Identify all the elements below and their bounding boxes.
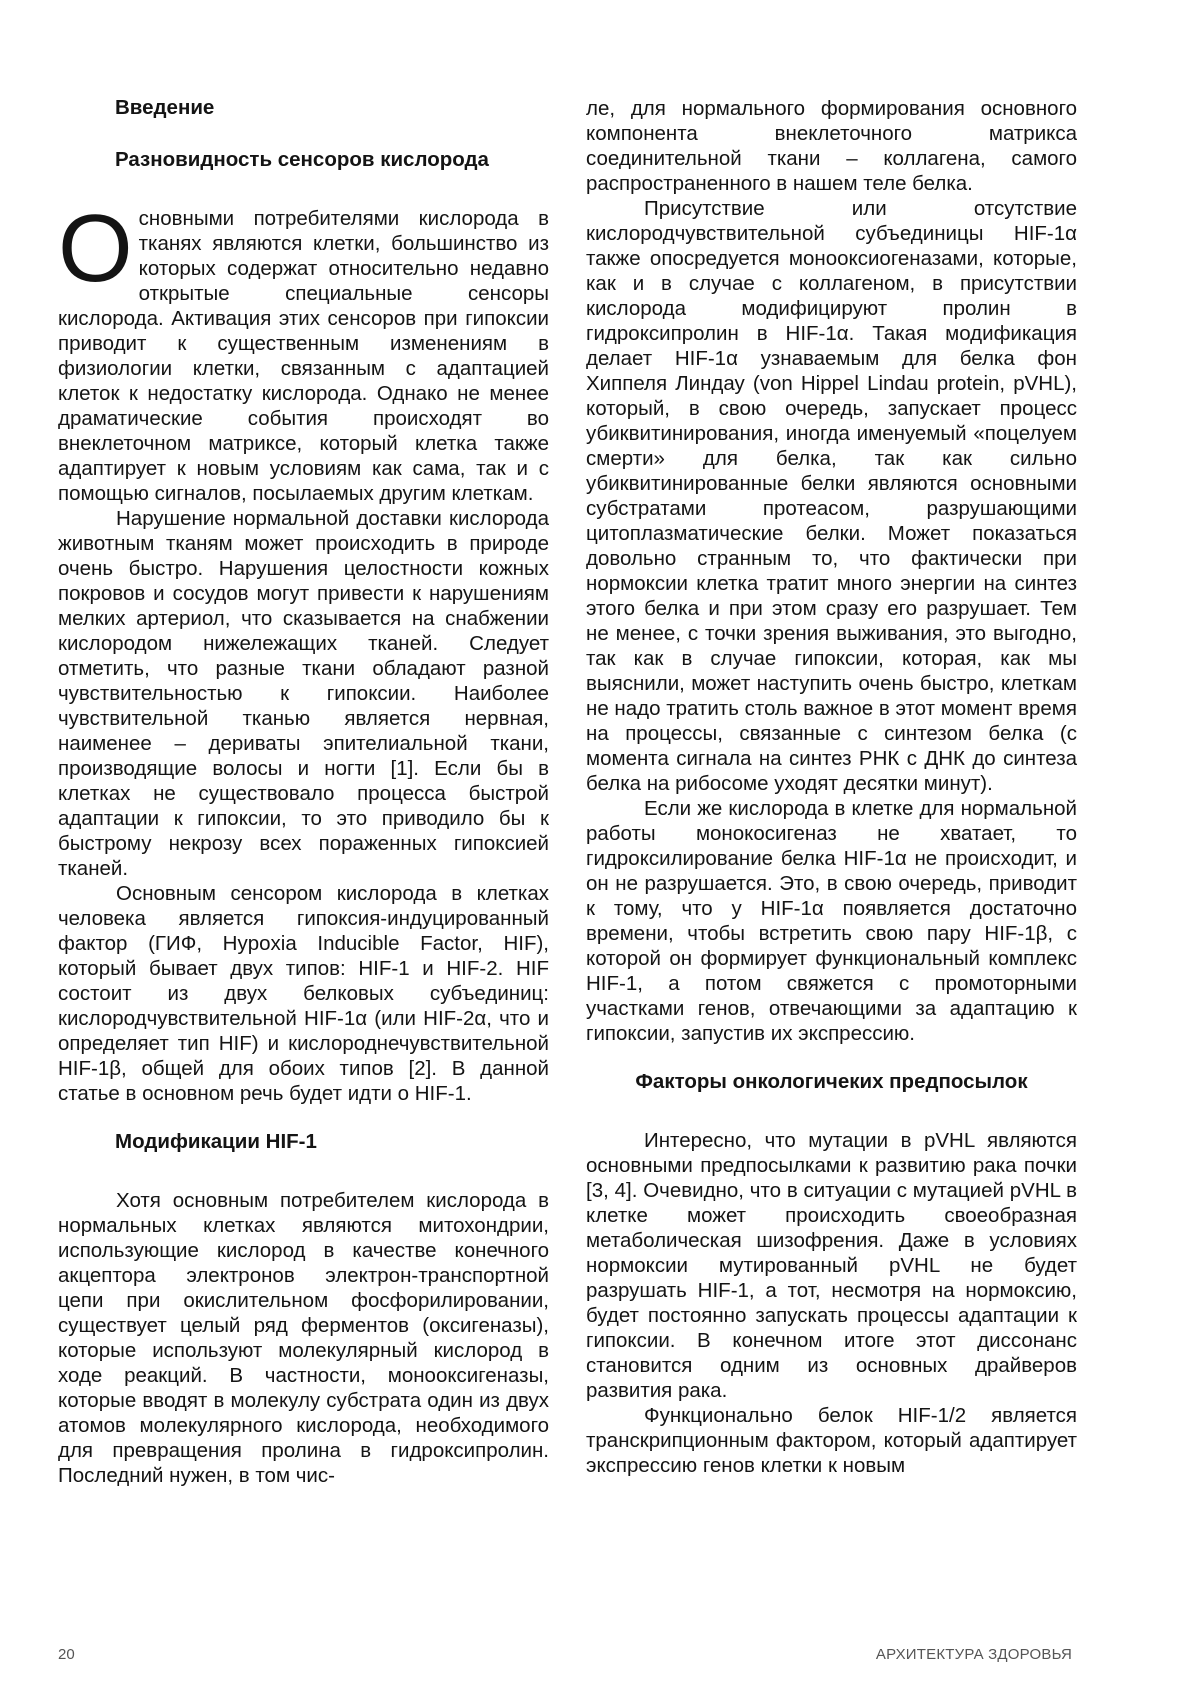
subsection-heading-sensors: Разновидность сенсоров кислорода [115,148,489,171]
paragraph-pvhl-mutations: Интересно, что мутации в pVHL являются основными предпосылками к развитию рака почки [3, 4]. Очевидно, что в ситуации с мутацией pVHL в клетке может происходить своеобразная метаболическая шизофрения. Даже в условиях нормоксии мутированный pVHL не будет разрушать HIF-1, а тот, несмотря на нормоксию, будет постоянно запускать процессы адаптации к гипоксии. В конечном итоге этот диссонанс становится одним из основных драйверов развития рака. [586,1129,1077,1402]
paragraph-oxygen-delivery: Нарушение нормальной доставки кислорода животным тканям может происходить в природе очень быстро. Нарушения целостности кожных покровов и сосудов могут привести к нарушениям мелких артериол, что сказывается на снабжении кислородом нижележащих тканей. Следует отметить, что разные ткани обладают разной чувствительностью к гипоксии. Наиболее чувствительной тканью является нервная, наименее – дериваты эпителиальной ткани, производящие волосы и ногти [1]. Если бы в клетках не существовало процесса быстрой адаптации к гипоксии, то это приводило бы к быстрому некрозу всех пораженных гипоксией тканей. [58,507,549,880]
journal-name: АРХИТЕКТУРА ЗДОРОВЬЯ [875,1646,1072,1663]
paragraph-monooxygenases: Хотя основным потребителем кислорода в нормальных клетках являются митохондрии, использующие кислород в качестве конечного акцептора электронов электрон-транспортной цепи при окислительном фосфорилировании, существует целый ряд ферментов (оксигеназы), которые используют молекулярный кислород в ходе реакций. В частности, монооксигеназы, которые вводят в молекулу субстрата один из двух атомов молекулярного кислорода, необходимого для превращения пролина в гидроксипролин. Последний нужен, в том чис- [58,1189,549,1487]
left-column [58,96,549,1488]
intro-paragraph-text: сновными потребителями кислорода в тканях являются клетки, большинство из которых содержат относительно недавно открытые специальные сенсоры кислорода. Активация этих сенсоров при гипоксии приводит к существенным изменениям в физиологии клетки, связанным с адаптацией клеток к недостатку кислорода. Однако не менее драматические события происходят во внеклеточном матриксе, который клетка также адаптирует к новым условиям как сама, так и с помощью сигналов, посылаемых другим клеткам. [58,207,549,505]
spacer [586,1046,1077,1070]
drop-cap: О [58,195,133,302]
spacer [58,1106,549,1130]
intro-paragraph [58,195,549,506]
paragraph-hif1a-degradation: Присутствие или отсутствие кислородчувствительной субъединицы HIF-1α также опосредуется монооксиогеназами, которые, как и в случае с коллагеном, в присутствии кислорода модифицируют пролин в гидроксипролин в HIF-1α. Такая модификация делает HIF-1α узнаваемым для белка фон Хиппеля Линдау (von Hippel Lindau protein, pVHL), который, в свою очередь, запускает процесс убиквитинирования, иногда именуемый «поцелуем смерти» для белка, так как сильно убиквитинированные белки являются основными субстратами протеасом, разрушающими цитоплазматические белки. Может показаться довольно странным то, что фактически при нормоксии клетка тратит много энергии на синтез этого белка и при этом сразу его разрушает. Тем не менее, с точки зрения выживания, это выгодно, так как в случае гипоксии, которая, как мы выяснили, может наступить очень быстро, клеткам не надо тратить столь важное в этот момент время на процессы, связанные с синтезом белка (с момента сигнала на синтез РНК с ДНК до синтеза белка на рибосоме уходят десятки минут). [586,197,1077,795]
subsection-heading-modifications: Модификации HIF-1 [115,1130,317,1153]
subsection-heading-oncology: Факторы онкологичеких предпосылок [635,1070,1028,1093]
paragraph-transcription-factor: Функционально белок HIF-1/2 является транскрипционным фактором, который адаптирует экспрессию генов клетки к новым [586,1404,1077,1477]
right-column [586,96,1077,1478]
paragraph-collagen-continuation: ле, для нормального формирования основного компонента внеклеточного матрикса соединительной ткани – коллагена, самого распространенного в нашем теле белка. [586,97,1077,195]
paragraph-hif-sensor: Основным сенсором кислорода в клетках человека является гипоксия-индуцированный фактор (ГИФ, Hypoxia Inducible Factor, HIF), который бывает двух типов: HIF-1 и HIF-2. HIF состоит из двух белковых субъединиц: кислородчувствительной HIF-1α (или HIF-2α, что и определяет тип HIF) и кислороднечувствительной HIF-1β, общей для обоих типов [2]. В данной статье в основном речь будет идти о HIF-1. [58,882,549,1105]
section-heading-intro: Введение [115,96,215,119]
page-number: 20 [58,1646,75,1663]
paragraph-hypoxia-response: Если же кислорода в клетке для нормальной работы монокосигеназ не хватает, то гидроксилирование белка HIF-1α не происходит, и он не разрушается. Это, в свою очередь, приводит к тому, что у HIF-1α появляется достаточно времени, чтобы встретить свою пару HIF-1β, с которой он формирует функциональный комплекс HIF-1, а потом свяжется с промоторными участками генов, отвечающими за адаптацию к гипоксии, запустив их экспрессию. [586,797,1077,1045]
